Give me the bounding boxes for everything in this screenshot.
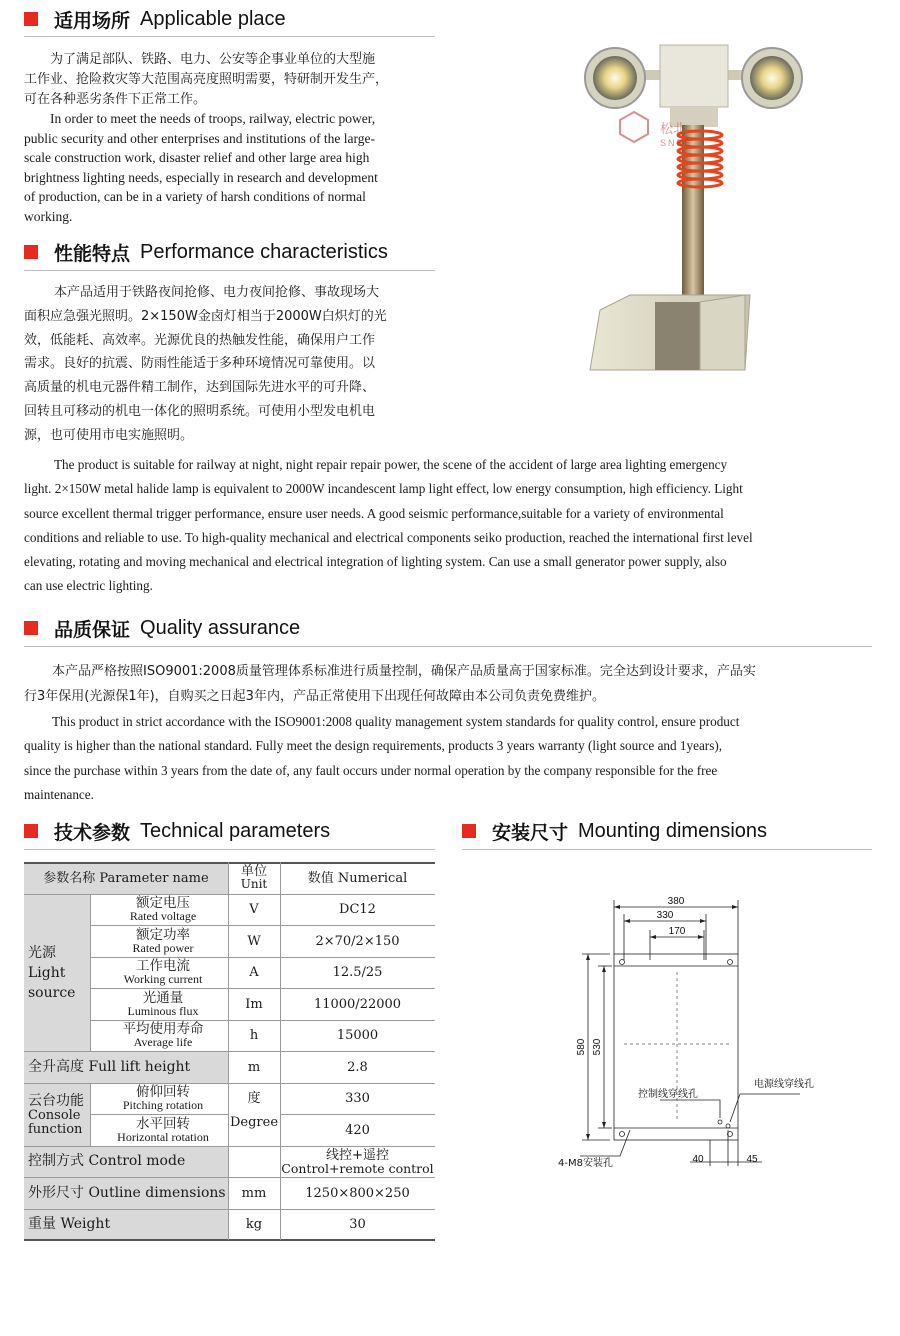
param-weight: 重量 Weight: [28, 1215, 111, 1232]
text-line: 可在各种恶劣条件下正常工作。: [24, 92, 207, 107]
param-working-current: [90, 957, 228, 988]
svg-text:SNBE: SNBE: [660, 138, 693, 148]
dim-530: 530: [592, 1038, 603, 1056]
dim-170: 170: [668, 926, 686, 937]
unit-cell: Degree: [229, 1115, 279, 1130]
param-zh: 工作电流: [136, 958, 190, 974]
section-title-en: Quality assurance: [140, 616, 301, 639]
unit-cell: [228, 1146, 280, 1177]
text-line: In order to meet the needs of troops, railway, electric power,: [50, 111, 376, 126]
unit-cell: m: [247, 1059, 261, 1075]
section-header-mounting: [462, 816, 767, 846]
unit-cell: W: [247, 933, 261, 949]
dim-580: 580: [576, 1038, 587, 1056]
red-square-icon: [24, 245, 38, 259]
param-zh: 俯仰回转: [136, 1084, 190, 1100]
dim-45: 45: [746, 1154, 758, 1165]
text-line: 本产品严格按照ISO9001:2008质量管理体系标准进行质量控制，确保产品质量高于国家标准。完全达到设计要求，产品实: [52, 664, 756, 679]
section-divider: [24, 849, 435, 850]
section-divider: [462, 849, 872, 850]
label-mount-hole: 4-M8安装孔: [558, 1158, 613, 1169]
unit-cell: kg: [245, 1216, 263, 1232]
header-parameter-name: 参数名称 Parameter name: [43, 870, 209, 886]
section-title-zh: 安装尺寸: [492, 821, 569, 844]
red-square-icon: [24, 12, 38, 26]
section-divider: [24, 36, 435, 37]
group-console: [24, 1083, 90, 1146]
text-line: elevating, rotating and moving mechanical and electrical integration of lighting system. Can use a small generator power supply, also: [24, 554, 727, 570]
group-label-zh: 光源: [28, 944, 56, 961]
text-line: 工作业、抢险救灾等大范围高亮度照明需要，特研制开发生产，: [24, 72, 389, 87]
param-horizontal-rotation: [90, 1114, 228, 1146]
section-title-en: Performance characteristics: [140, 240, 388, 263]
param-en: Average life: [133, 1035, 193, 1049]
group-label-zh: 云台功能: [28, 1092, 84, 1109]
param-zh: 平均使用寿命: [122, 1021, 204, 1037]
param-zh: 光通量: [142, 989, 184, 1006]
text-line: of production, can be in a variety of harsh conditions of normal: [24, 189, 366, 204]
param-en: Pitching rotation: [122, 1098, 204, 1112]
param-zh: 额定电压: [136, 895, 190, 911]
text-line: 面积应急强光照明。2×150W金卤灯相当于2000W白炽灯的光: [24, 308, 387, 324]
text-line: quality is higher than the national standard. Fully meet the design requirements, products 3 years warranty (light source and 1years),: [24, 738, 723, 754]
product-image: [560, 40, 860, 400]
svg-text:松北: 松北: [660, 122, 687, 137]
group-label-en: Light: [28, 964, 66, 981]
section-header-performance: [24, 237, 388, 267]
unit-cell: mm: [241, 1185, 267, 1201]
text-line: 行3年保用(光源保1年)，自购买之日起3年内，产品正常使用下出现任何故障由本公司负责免费维护。: [24, 689, 605, 704]
text-line: brightness lighting needs, especially in research and development: [24, 169, 378, 185]
value-cell: 2×70/2×150: [315, 933, 400, 949]
dim-330: 330: [656, 910, 674, 921]
param-zh: 水平回转: [136, 1115, 190, 1132]
text-line: The product is suitable for railway at night, night repair repair power, the scene of the accident of large area lighting emergency: [54, 457, 728, 472]
performance-zh-paragraph: [24, 281, 437, 448]
section-header-applicable: [24, 4, 286, 34]
section-title-zh: 性能特点: [54, 242, 131, 265]
param-rated-power: [90, 925, 228, 957]
text-line: 为了满足部队、铁路、电力、公安等企事业单位的大型施: [50, 52, 376, 67]
value-cell: 11000/22000: [313, 996, 402, 1012]
text-line: working.: [24, 208, 73, 224]
value-en: Control+remote control: [281, 1160, 434, 1176]
section-header-technical: [24, 816, 330, 846]
red-square-icon: [24, 824, 38, 838]
value-cell: DC12: [339, 902, 376, 917]
unit-cell: Im: [245, 996, 263, 1012]
group-label-en: function: [28, 1121, 83, 1137]
unit-text: 度: [247, 1091, 261, 1106]
text-line: 源，也可使用市电实施照明。: [24, 427, 194, 443]
group-label-en: Console: [28, 1107, 81, 1123]
param-en: Rated power: [132, 940, 194, 955]
text-line: maintenance.: [24, 786, 94, 802]
section-title-zh: 品质保证: [54, 618, 131, 641]
value-cell: 1250×800×250: [305, 1185, 410, 1201]
label-power-hole: 电源线穿线孔: [754, 1079, 814, 1090]
dim-380: 380: [667, 896, 685, 907]
unit-cell: V: [249, 902, 259, 917]
quality-zh-paragraph: [24, 659, 874, 709]
param-en: Luminous flux: [127, 1003, 199, 1018]
unit-cell: h: [249, 1028, 259, 1043]
section-title-en: Mounting dimensions: [578, 819, 768, 842]
param-en: Horizontal rotation: [117, 1129, 209, 1144]
applicable-en-paragraph: [24, 109, 444, 226]
text-line: 效，低能耗、高效率。光源优良的热触发性能，确保用户工作: [24, 332, 376, 348]
value-zh: 线控+遥控: [326, 1147, 389, 1163]
text-line: 回转且可移动的机电一体化的照明系统。可使用小型发电机电: [24, 403, 376, 419]
header-unit-en: Unit: [240, 877, 268, 891]
param-full-lift-height: 全升高度 Full lift height: [28, 1058, 191, 1075]
text-line: conditions and reliable to use. To high-quality mechanical and electrical components seiko production, reached the international first level: [24, 529, 753, 545]
group-light-source: [24, 894, 90, 1051]
value-cell: 420: [345, 1122, 370, 1138]
dim-40: 40: [692, 1154, 704, 1165]
text-line: source excellent thermal trigger performance, ensure user needs. A good seismic performance,suitable for a variety of environmental: [24, 505, 724, 521]
param-outline-dimensions: 外形尺寸 Outline dimensions: [28, 1184, 226, 1201]
text-line: 需求。良好的抗震、防雨性能适于多种环境情况可靠使用。以: [24, 356, 376, 372]
param-luminous-flux: [90, 988, 228, 1020]
mounting-diagram: [540, 890, 840, 1180]
unit-cell: [228, 1083, 280, 1114]
section-title-zh: 适用场所: [54, 9, 131, 32]
value-cell: 12.5/25: [332, 965, 383, 980]
param-en: Working current: [123, 972, 203, 986]
param-zh: 额定功率: [136, 926, 190, 943]
text-line: 高质量的机电元器件精工制作，达到国际先进水平的可升降、: [24, 380, 376, 396]
text-line: scale construction work, disaster relief and other large area high: [24, 150, 370, 165]
unit-cell: A: [249, 965, 259, 980]
text-line: light. 2×150W metal halide lamp is equivalent to 2000W incandescent lamp light effect, low energy consumption, high efficiency. Light: [24, 481, 743, 497]
param-rated-voltage: [90, 894, 228, 925]
text-line: can use electric lighting.: [24, 578, 153, 594]
text-line: public security and other enterprises and institutions of the large-: [24, 130, 376, 146]
param-average-life: [90, 1020, 228, 1051]
performance-en-paragraph: [24, 453, 874, 599]
param-pitching-rotation: [90, 1083, 228, 1114]
value-cell: 2.8: [347, 1059, 368, 1075]
value-cell: 30: [349, 1216, 366, 1232]
text-line: This product in strict accordance with the ISO9001:2008 quality management system standards for quality control, ensure product: [52, 714, 740, 729]
section-title-en: Applicable place: [140, 7, 286, 30]
value-cell: [280, 1146, 435, 1177]
text-line: 本产品适用于铁路夜间抢修、电力夜间抢修、事故现场大: [54, 285, 380, 300]
section-title-en: Technical parameters: [140, 819, 331, 842]
group-label-en: source: [28, 984, 76, 1001]
text-line: since the purchase within 3 years from the date of, any fault occurs under normal operation by the company responsible for the free: [24, 762, 718, 778]
applicable-zh-paragraph: [24, 50, 435, 110]
header-unit: [228, 862, 280, 894]
section-title-zh: 技术参数: [54, 821, 131, 844]
header-unit-zh: 单位: [240, 864, 267, 879]
value-cell: 15000: [336, 1028, 379, 1043]
label-control-hole: 控制线穿线孔: [638, 1089, 698, 1100]
section-header-quality: [24, 613, 300, 643]
param-en: Rated voltage: [129, 909, 197, 923]
red-square-icon: [462, 824, 476, 838]
param-control-mode: 控制方式 Control mode: [28, 1153, 186, 1169]
header-value: 数值 Numerical: [307, 870, 408, 886]
parameters-table: [24, 862, 435, 1240]
section-divider: [24, 646, 872, 647]
red-square-icon: [24, 621, 38, 635]
quality-en-paragraph: [24, 710, 874, 807]
value-cell: 330: [345, 1091, 370, 1106]
section-divider: [24, 270, 435, 271]
